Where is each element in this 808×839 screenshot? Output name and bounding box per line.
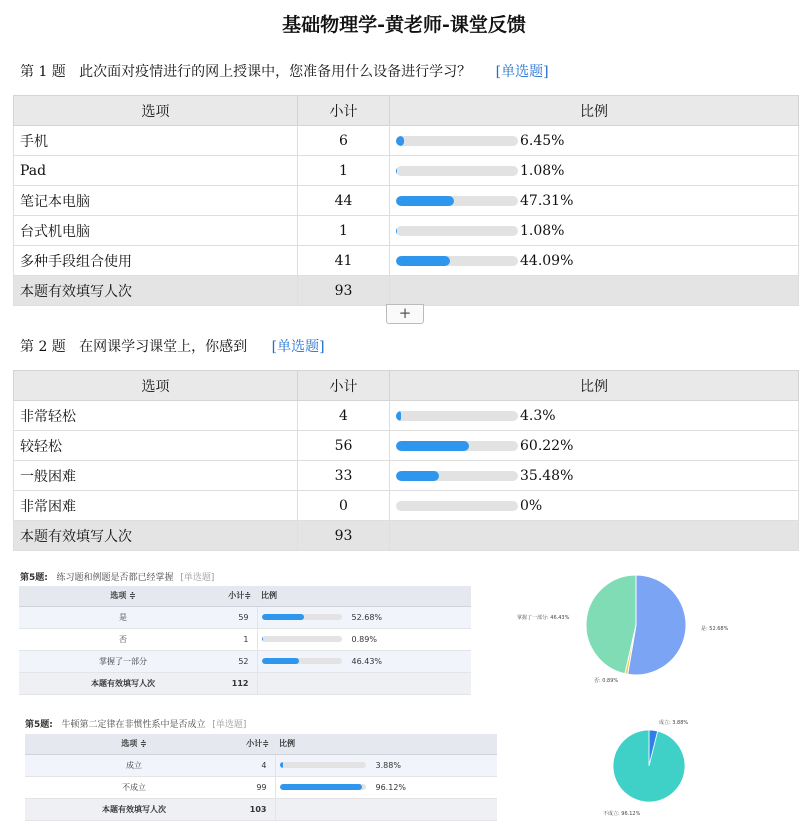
- progress-bar: [396, 136, 518, 146]
- percent-label: 4.3%: [520, 407, 556, 424]
- question-number: 第 1 题: [20, 64, 66, 80]
- pie-label-no: 否: 0.89%: [594, 678, 619, 684]
- progress-bar: [396, 226, 518, 236]
- option-cell: 非常轻松: [14, 401, 298, 431]
- percent-label: 0%: [520, 497, 543, 514]
- progress-bar: [396, 196, 518, 206]
- header-ratio: 比例: [390, 96, 799, 126]
- progress-bar: [262, 636, 342, 642]
- option-cell: 是: [19, 606, 227, 628]
- table-row: [14, 401, 799, 431]
- count-cell: 56: [298, 431, 390, 461]
- option-cell: 一般困难: [14, 461, 298, 491]
- option-cell: 较轻松: [14, 431, 298, 461]
- question-text: 练习题和例题是否都已经掌握: [56, 573, 174, 583]
- total-row: [14, 276, 799, 306]
- question-1-header: [20, 61, 549, 81]
- header-ratio: 比例: [257, 586, 471, 606]
- table-row: [14, 246, 799, 276]
- question-text: 在网课学习课堂上，你感到: [79, 339, 248, 355]
- total-label: 本题有效填写人次: [14, 521, 298, 551]
- header-option: 选项: [14, 96, 298, 126]
- question-number: 第5题:: [25, 720, 53, 730]
- count-cell: 1: [298, 156, 390, 186]
- question-5a-table: [19, 586, 471, 695]
- progress-bar: [396, 501, 518, 511]
- question-text: 牛顿第二定律在非惯性系中是否成立: [61, 720, 206, 730]
- option-cell: 掌握了一部分: [19, 650, 227, 672]
- table-row: [14, 156, 799, 186]
- count-cell: 1: [298, 216, 390, 246]
- total-count: 93: [298, 276, 390, 306]
- pie-chart-5a: [585, 574, 687, 676]
- expand-button[interactable]: +: [386, 304, 424, 324]
- progress-bar: [396, 256, 518, 266]
- progress-bar: [262, 614, 342, 620]
- total-count: 93: [298, 521, 390, 551]
- count-cell: 33: [298, 461, 390, 491]
- question-type-link[interactable]: [单选题]: [212, 720, 247, 730]
- table-row: [19, 628, 471, 650]
- percent-label: 0.89%: [351, 634, 377, 644]
- header-option: 选项: [14, 371, 298, 401]
- table-row: [14, 126, 799, 156]
- option-cell: 台式机电脑: [14, 216, 298, 246]
- progress-bar: [396, 471, 518, 481]
- table-row: [14, 431, 799, 461]
- progress-bar: [280, 762, 366, 768]
- pie-label-yes: 是: 52.68%: [701, 626, 729, 632]
- table-row: [14, 491, 799, 521]
- option-cell: Pad: [14, 156, 298, 186]
- header-ratio: 比例: [390, 371, 799, 401]
- pie-chart-5b: [612, 729, 686, 803]
- table-row: [25, 754, 497, 776]
- question-2-table: [13, 370, 799, 551]
- progress-bar: [396, 411, 518, 421]
- percent-label: 60.22%: [520, 437, 574, 454]
- pie-label-partial: 掌握了一部分: 46.43%: [517, 615, 570, 621]
- count-cell: 59: [227, 606, 257, 628]
- percent-label: 44.09%: [520, 252, 574, 269]
- question-type-link[interactable]: [单选题]: [271, 339, 325, 355]
- percent-label: 47.31%: [520, 192, 574, 209]
- total-count: 103: [243, 798, 275, 820]
- header-count[interactable]: 小计≑: [227, 586, 257, 606]
- progress-bar: [396, 166, 518, 176]
- question-5a-header: [20, 570, 214, 583]
- percent-label: 35.48%: [520, 467, 574, 484]
- header-option[interactable]: 选项 ≑: [19, 586, 227, 606]
- option-cell: 多种手段组合使用: [14, 246, 298, 276]
- page-title: 基础物理学-黄老师-课堂反馈: [282, 14, 526, 36]
- total-count: 112: [227, 672, 257, 694]
- total-label: 本题有效填写人次: [14, 276, 298, 306]
- count-cell: 4: [243, 754, 275, 776]
- option-cell: 不成立: [25, 776, 243, 798]
- table-row: [14, 216, 799, 246]
- table-row: [25, 776, 497, 798]
- question-2-header: [20, 336, 325, 356]
- question-5b-header: [25, 717, 246, 730]
- pie-label-invalid: 不成立: 96.12%: [603, 811, 641, 817]
- progress-bar: [280, 784, 366, 790]
- option-cell: 成立: [25, 754, 243, 776]
- percent-label: 1.08%: [520, 222, 565, 239]
- table-row: [14, 461, 799, 491]
- header-option[interactable]: 选项 ≑: [25, 734, 243, 754]
- option-cell: 笔记本电脑: [14, 186, 298, 216]
- header-count: 小计: [298, 96, 390, 126]
- percent-label: 1.08%: [520, 162, 565, 179]
- percent-label: 6.45%: [520, 132, 565, 149]
- count-cell: 41: [298, 246, 390, 276]
- header-count[interactable]: 小计≑: [243, 734, 275, 754]
- count-cell: 1: [227, 628, 257, 650]
- header-count: 小计: [298, 371, 390, 401]
- option-cell: 否: [19, 628, 227, 650]
- total-row: [25, 798, 497, 820]
- option-cell: 非常困难: [14, 491, 298, 521]
- count-cell: 0: [298, 491, 390, 521]
- percent-label: 52.68%: [351, 612, 383, 622]
- progress-bar: [396, 441, 518, 451]
- question-number: 第5题:: [20, 573, 48, 583]
- count-cell: 4: [298, 401, 390, 431]
- percent-label: 96.12%: [375, 782, 407, 792]
- header-ratio: 比例: [275, 734, 497, 754]
- count-cell: 6: [298, 126, 390, 156]
- table-row: [19, 606, 471, 628]
- pie-slice-invalid: [613, 730, 685, 802]
- total-row: [14, 521, 799, 551]
- total-label: 本题有效填写人次: [19, 672, 227, 694]
- question-type-link[interactable]: [单选题]: [180, 573, 215, 583]
- option-cell: 手机: [14, 126, 298, 156]
- count-cell: 44: [298, 186, 390, 216]
- total-label: 本题有效填写人次: [25, 798, 243, 820]
- table-header-row: [14, 371, 799, 401]
- table-row: [14, 186, 799, 216]
- question-type-link[interactable]: [单选题]: [495, 64, 549, 80]
- percent-label: 3.88%: [375, 760, 401, 770]
- table-header-row: [14, 96, 799, 126]
- pie-slice-partial: [586, 575, 636, 674]
- table-row: [19, 650, 471, 672]
- total-row: [19, 672, 471, 694]
- question-1-table: [13, 95, 799, 306]
- count-cell: 52: [227, 650, 257, 672]
- percent-label: 46.43%: [351, 656, 383, 666]
- question-number: 第 2 题: [20, 339, 66, 355]
- progress-bar: [262, 658, 342, 664]
- count-cell: 99: [243, 776, 275, 798]
- pie-label-valid: 成立: 3.88%: [659, 720, 689, 726]
- question-5b-table: [25, 734, 497, 821]
- question-text: 此次面对疫情进行的网上授课中，您准备用什么设备进行学习？: [79, 64, 472, 80]
